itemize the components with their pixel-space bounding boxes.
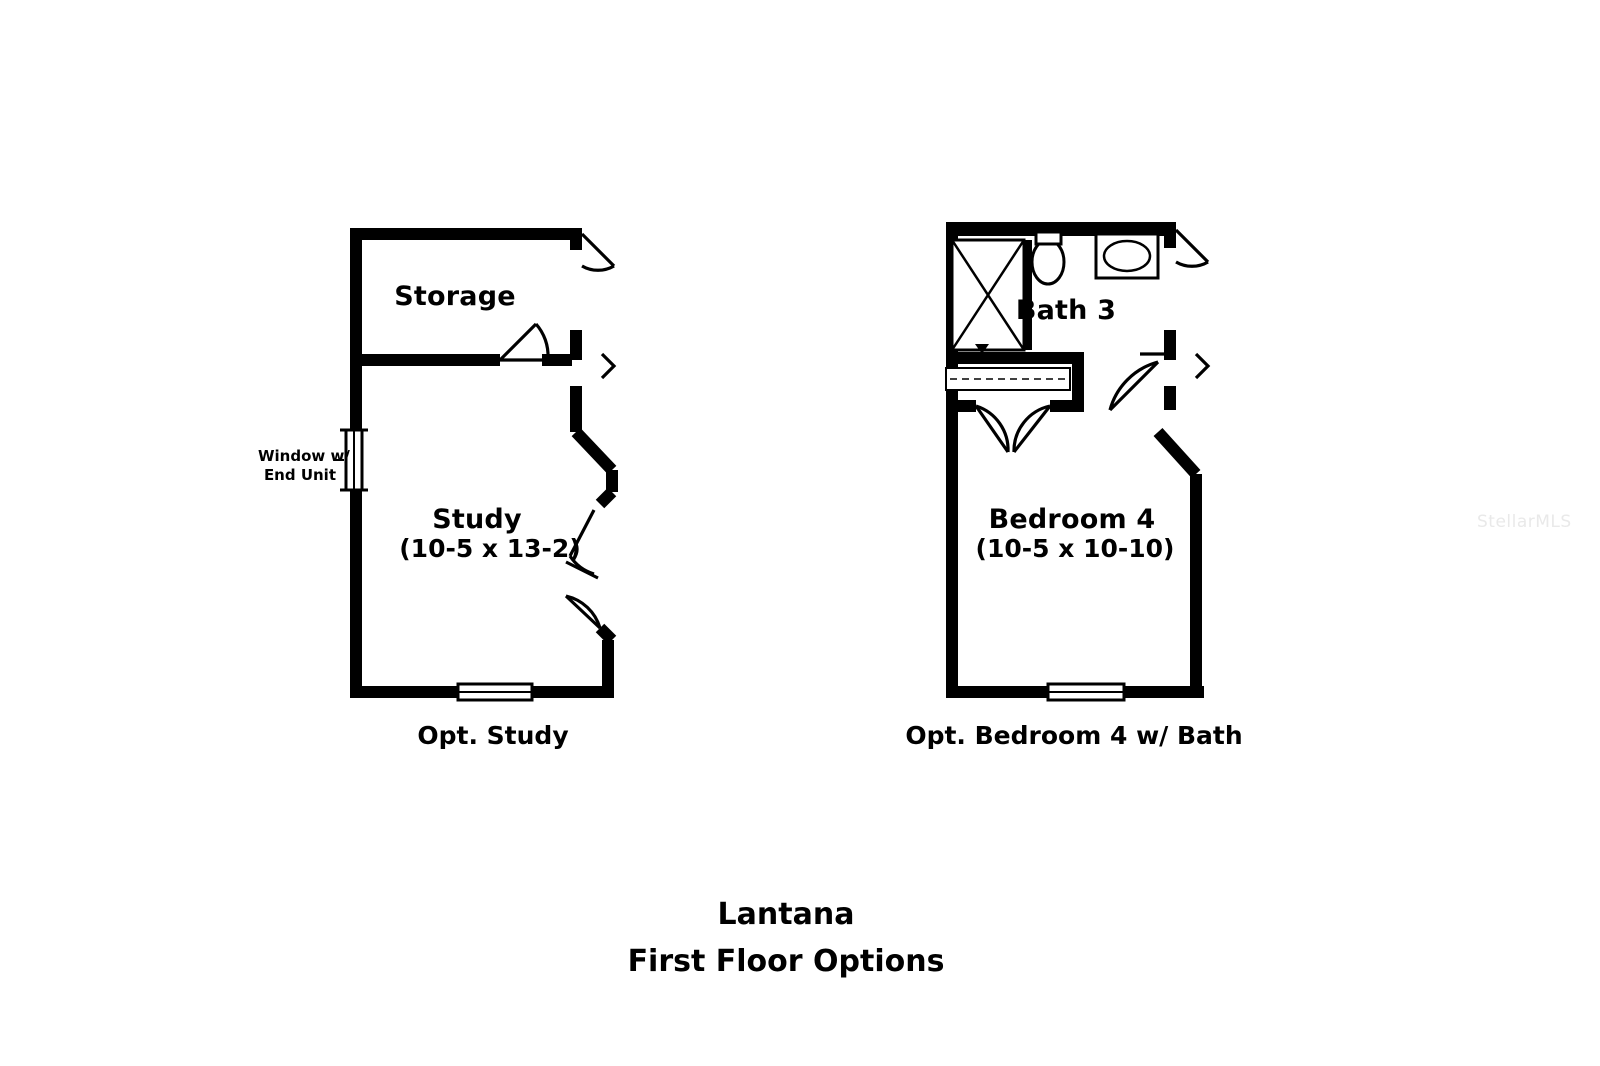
annotation-window-end-unit [258,447,350,485]
plan-caption-opt-bedroom-4: Opt. Bedroom 4 w/ Bath [905,721,1243,750]
document-title: Lantana [717,897,855,932]
wall-bath-bottom [946,352,1084,364]
room-dims-study: (10-5 x 13-2) [399,534,581,563]
window-bottom-bedroom [1048,684,1124,700]
room-label-bedroom-4: Bedroom 4 [988,504,1156,535]
annotation-line-1: Window w/ [258,447,350,465]
window-bottom-study [458,684,532,700]
sink-vanity [1096,234,1158,278]
document-subtitle: First Floor Options [627,944,945,979]
interior-wall-storage [350,354,500,366]
room-dims-bedroom-4: (10-5 x 10-10) [975,534,1175,563]
plan-opt-bedroom-4 [946,222,1208,700]
plan-caption-opt-study: Opt. Study [417,721,569,750]
watermark: StellarMLS [1477,512,1572,532]
toilet [1032,232,1064,284]
annotation-line-2: End Unit [263,466,336,484]
room-label-bath-3: Bath 3 [1015,295,1117,326]
closet-shelf [946,368,1070,390]
room-label-study: Study [432,504,522,535]
room-label-storage: Storage [394,281,516,312]
